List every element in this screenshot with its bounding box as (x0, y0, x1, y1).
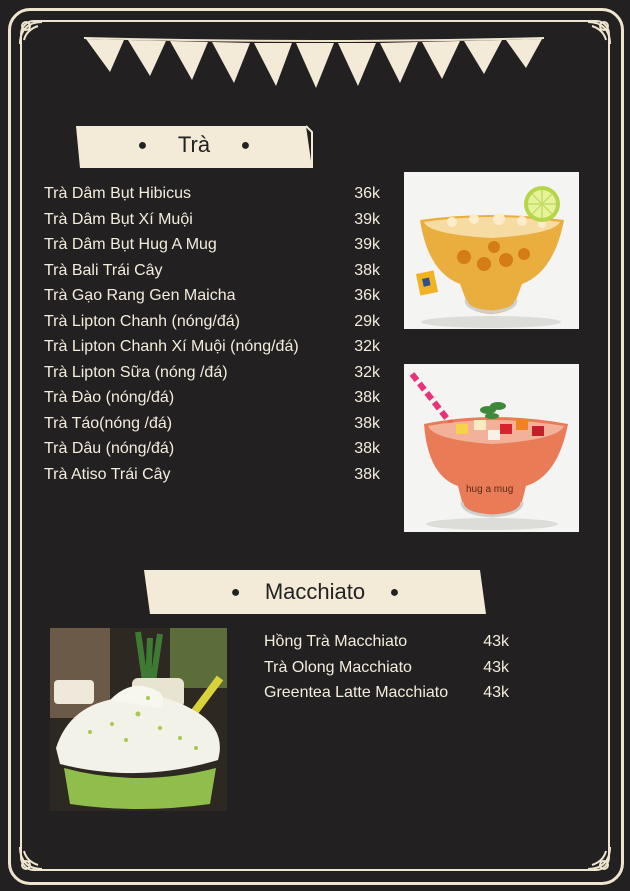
menu-item-price: 32k (354, 338, 380, 355)
bullet-dot-icon: ● (240, 137, 251, 155)
menu-item-price: 43k (483, 633, 509, 650)
menu-item (264, 680, 509, 706)
menu-item-price: 36k (354, 287, 380, 304)
menu-item-name: Trà Dâu (nóng/đá) (44, 440, 175, 457)
bullet-dot-icon: ● (389, 584, 400, 602)
menu-item-name: Trà Bali Trái Cây (44, 261, 163, 279)
menu-item-name: Hồng Trà Macchiato (264, 633, 408, 650)
menu-item-name: Trà Atiso Trái Cây (44, 465, 171, 483)
menu-item (44, 207, 380, 233)
corner-ornament-icon (16, 18, 46, 48)
menu-item (44, 309, 380, 335)
menu-item (44, 436, 380, 462)
menu-item-name: Trà Dâm Bụt Hug A Mug (44, 236, 217, 253)
menu-item-name: Greentea Latte Macchiato (264, 684, 449, 701)
menu-item (44, 232, 380, 258)
menu-item-price: 38k (354, 414, 380, 432)
menu-item-price: 39k (354, 210, 380, 228)
corner-ornament-icon (584, 18, 614, 48)
menu-item (44, 385, 380, 411)
menu-item-name: Trà Lipton Sữa (nóng /đá) (44, 363, 228, 381)
menu-item-price: 38k (354, 440, 380, 457)
bullet-dot-icon: ● (137, 137, 148, 155)
menu-item-price: 38k (354, 261, 380, 279)
menu-item (44, 334, 380, 360)
menu-list-macchiato (264, 629, 509, 706)
menu-item (44, 462, 380, 488)
menu-item-name: Trà Đào (nóng/đá) (44, 389, 175, 406)
menu-item-price: 43k (483, 684, 509, 701)
menu-item (44, 181, 380, 207)
menu-item-name: Trà Táo(nóng /đá) (44, 414, 173, 432)
menu-item-price: 32k (354, 363, 380, 381)
menu-item-name: Trà Dâm Bụt Xí Muội (44, 210, 193, 228)
section-banner-tra (74, 124, 314, 170)
section-title: Macchiato (264, 579, 366, 604)
drink-photo-hug-a-mug (404, 364, 579, 532)
menu-item (264, 655, 509, 681)
menu-item-name: Trà Olong Macchiato (264, 658, 412, 676)
drink-photo-bali-tea (404, 172, 579, 329)
menu-item (44, 258, 380, 284)
menu-list-tra (44, 181, 380, 487)
cup-print: hug a mug (466, 484, 514, 495)
corner-ornament-icon (16, 843, 46, 873)
drink-photo-greentea-macchiato (50, 628, 227, 811)
bullet-dot-icon: ● (230, 584, 241, 602)
corner-ornament-icon (584, 843, 614, 873)
menu-item-price: 36k (354, 185, 380, 202)
section-title: Trà (177, 132, 211, 157)
menu-item (44, 411, 380, 437)
menu-item-name: Trà Lipton Chanh Xí Muội (nóng/đá) (44, 338, 299, 355)
menu-item-price: 39k (354, 236, 380, 253)
menu-item-price: 29k (354, 312, 380, 330)
menu-item (44, 283, 380, 309)
menu-item-name: Trà Dâm Bụt Hibicus (44, 185, 191, 202)
menu-item-name: Trà Lipton Chanh (nóng/đá) (44, 312, 240, 330)
menu-item (44, 360, 380, 386)
section-banner-macchiato (142, 568, 488, 616)
menu-item (264, 629, 509, 655)
menu-item-price: 38k (354, 465, 380, 483)
menu-item-name: Trà Gạo Rang Gen Maicha (44, 287, 236, 304)
bunting-flags (84, 36, 544, 98)
menu-item-price: 38k (354, 389, 380, 406)
menu-item-price: 43k (483, 658, 509, 676)
